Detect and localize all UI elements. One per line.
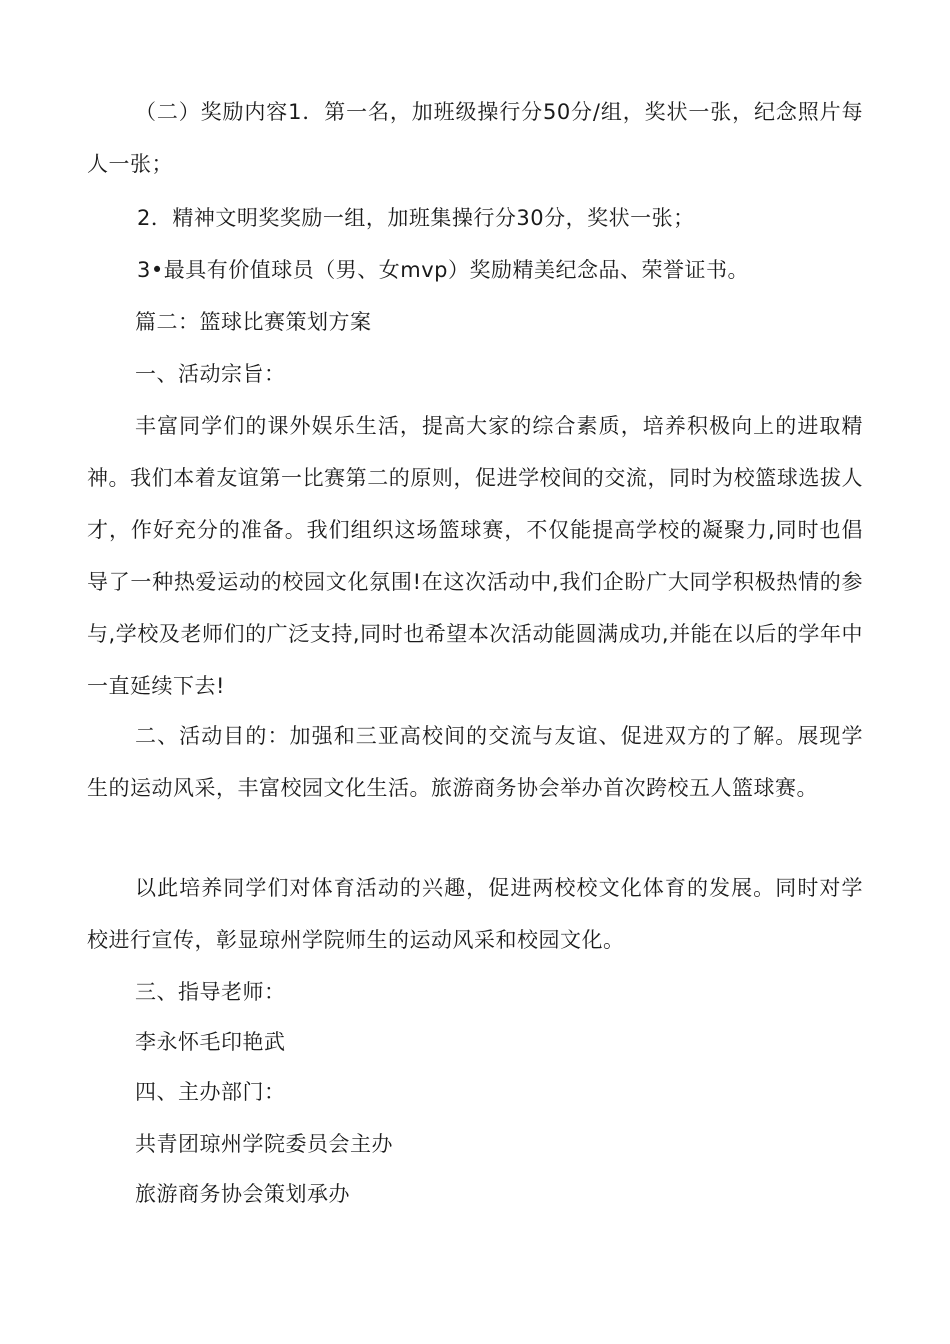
paragraph-rewards-content: （二）奖励内容1．第一名，加班级操行分50分/组，奖状一张，纪念照片每人一张； xyxy=(87,100,863,176)
paragraph-spirit-award: 2．精神文明奖奖励一组，加班集操行分30分，奖状一张； xyxy=(137,206,695,230)
section-heading-organizers: 四、主办部门： xyxy=(135,1080,286,1104)
section-heading-part-two: 篇二：篮球比赛策划方案 xyxy=(135,310,372,334)
paragraph-promotion: 以此培养同学们对体育活动的兴趣，促进两校校文化体育的发展。同时对学校进行宣传，彰显琼州学院师生的运动风采和校园文化。 xyxy=(87,876,863,952)
paragraph-organizer-host: 共青团琼州学院委员会主办 xyxy=(135,1132,393,1156)
paragraph-mvp-award: 3•最具有价值球员（男、女mvp）奖励精美纪念品、荣誉证书。 xyxy=(137,258,749,282)
paragraph-purpose-body: 丰富同学们的课外娱乐生活，提高大家的综合素质，培养积极向上的进取精神。我们本着友谊第一比赛第二的原则，促进学校间的交流，同时为校篮球选拔人才，作好充分的准备。我们组织这场篮球赛，不仅能提高学校的凝聚力,同时也倡导了一种热爱运动的校园文化氛围!在这次活动中,我们企盼广大同学积极热情的参与,学校及老师们的广泛支持,同时也希望本次活动能圆满成功,并能在以后的学年中一直延续下去! xyxy=(87,414,863,698)
paragraph-advisor-names: 李永怀毛印艳武 xyxy=(135,1030,286,1054)
section-heading-advisors: 三、指导老师： xyxy=(135,980,286,1004)
paragraph-organizer-planner: 旅游商务协会策划承办 xyxy=(135,1182,350,1206)
paragraph-activity-goal: 二、活动目的：加强和三亚高校间的交流与友谊、促进双方的了解。展现学生的运动风采，丰富校园文化生活。旅游商务协会举办首次跨校五人篮球赛。 xyxy=(87,724,863,800)
section-heading-purpose: 一、活动宗旨： xyxy=(135,362,286,386)
